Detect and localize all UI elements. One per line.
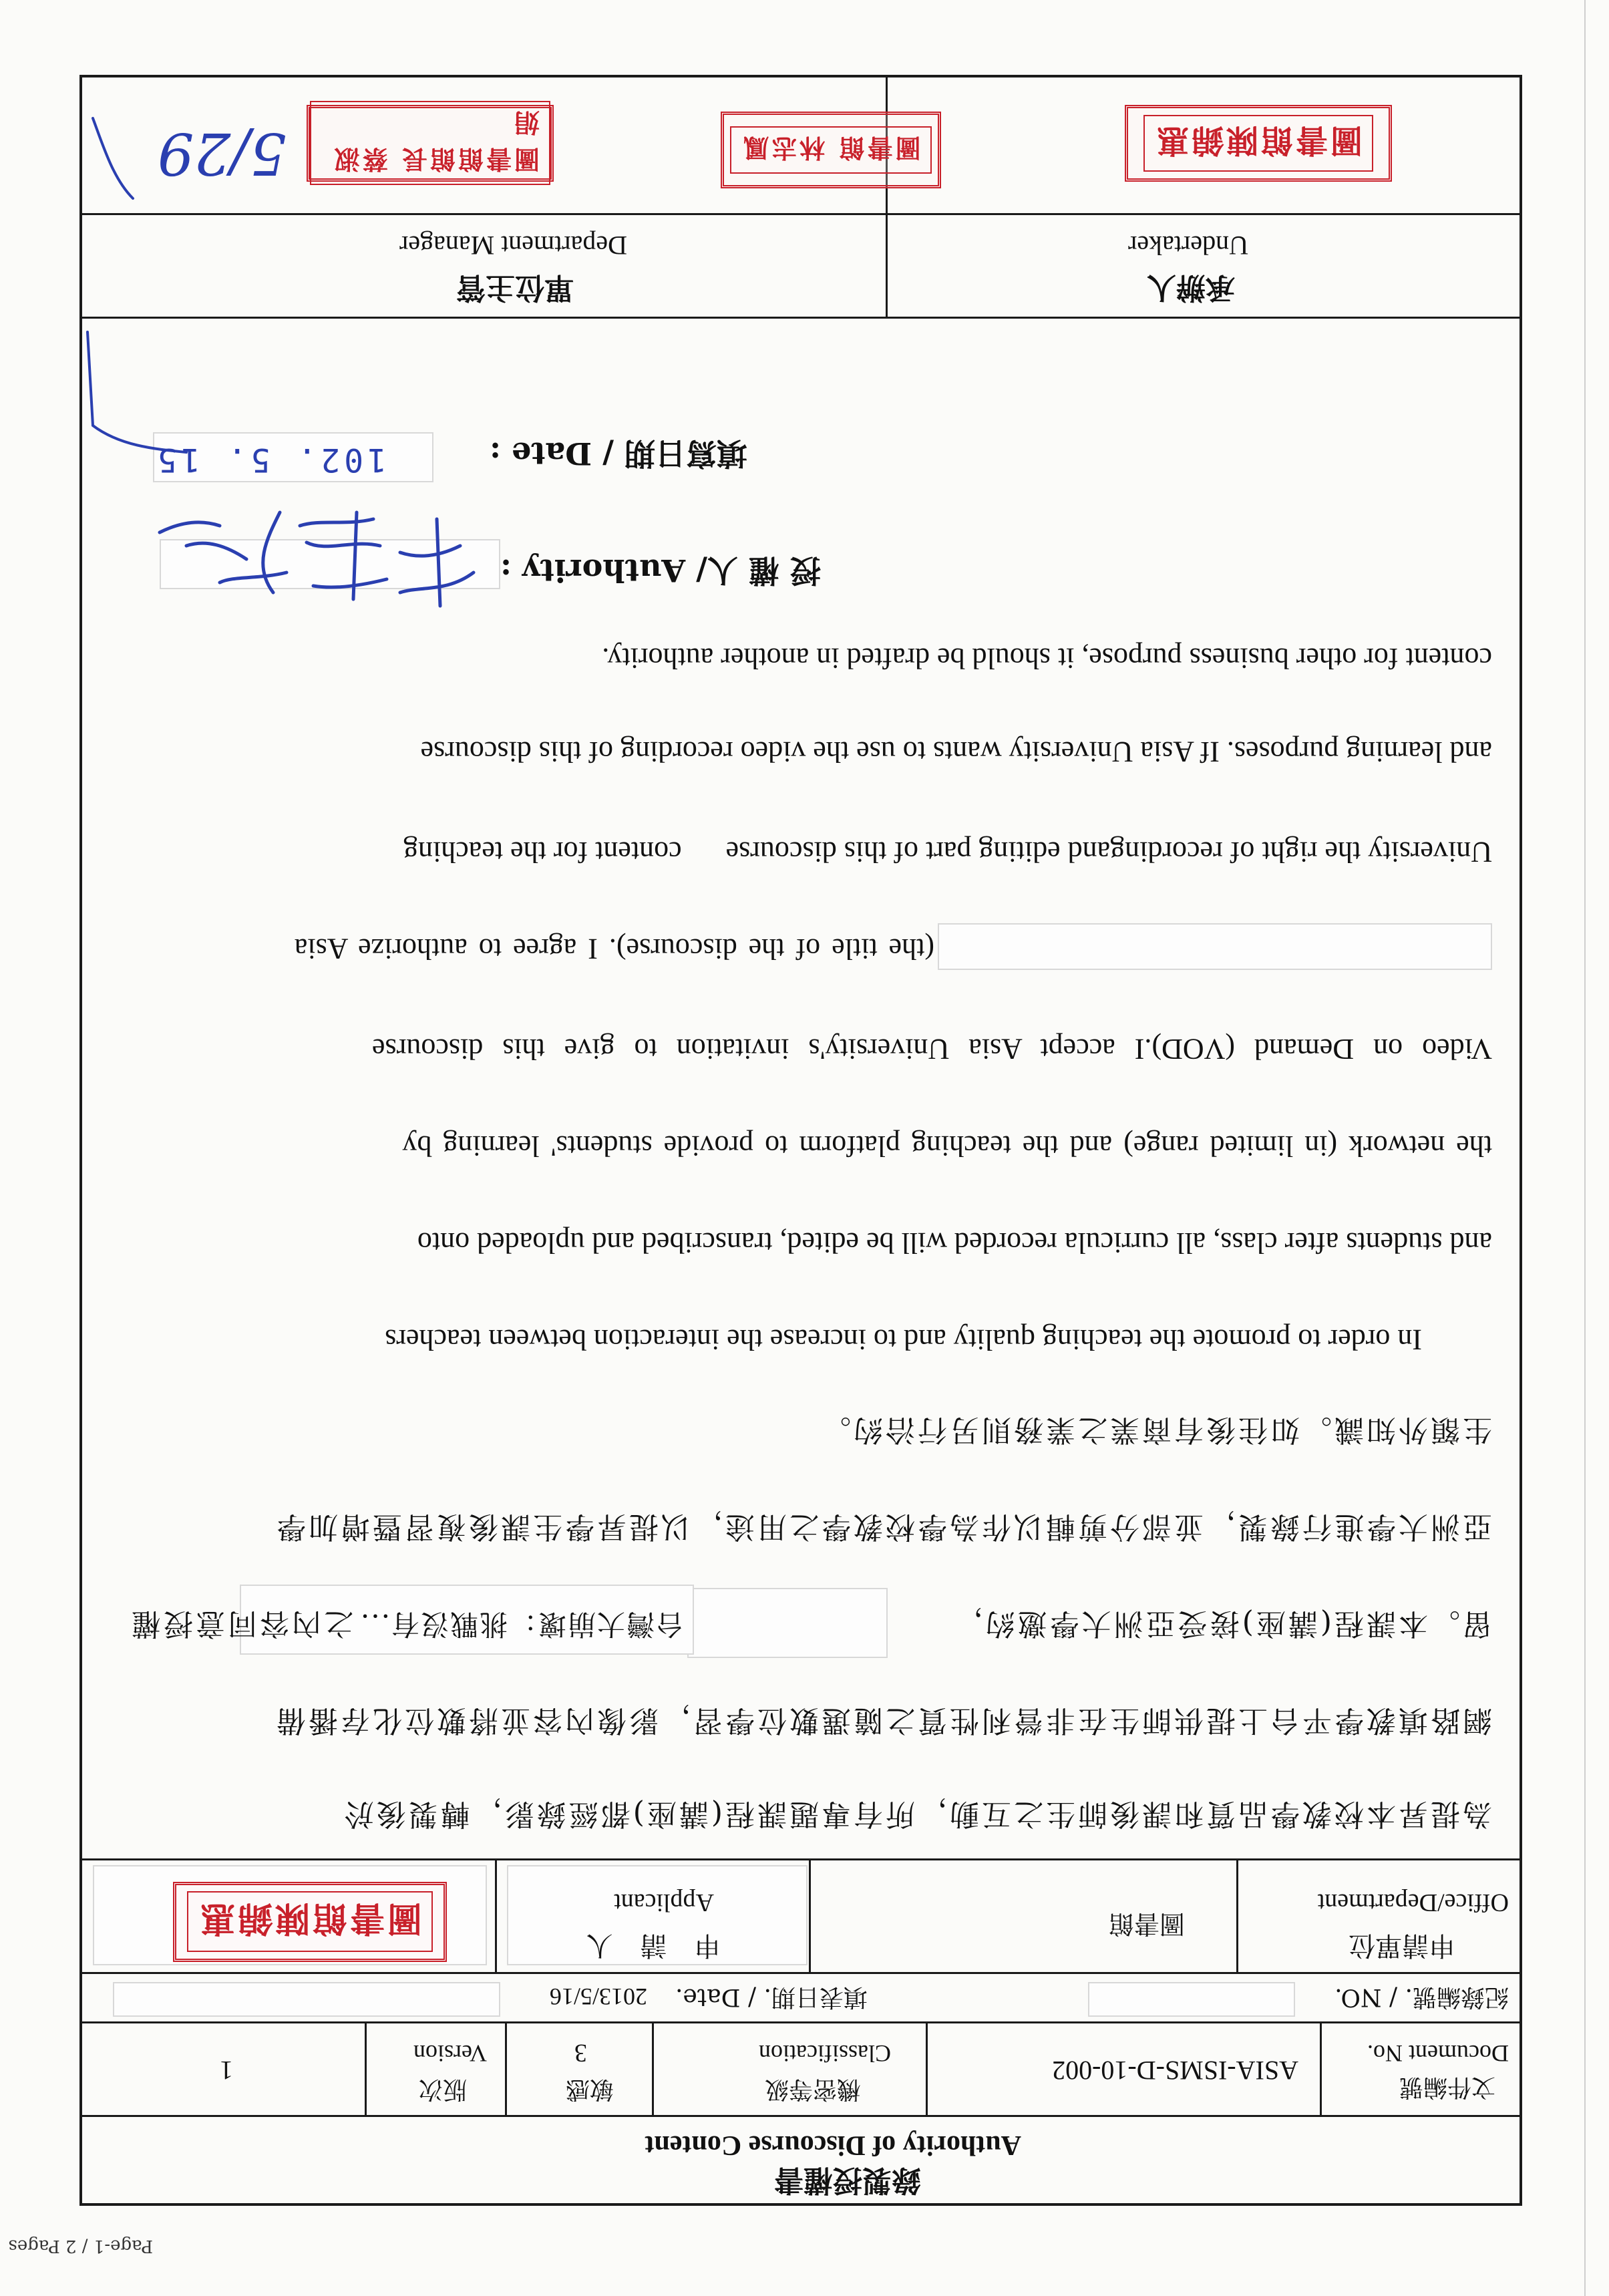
en-line-2: and students after class, all curricula recorded will be edited, transcribed and uploaded onto (417, 1226, 1492, 1259)
doc-no-label-en: Document No. (1367, 2040, 1509, 2067)
authority-label: 授 權 人/ Authority : (500, 552, 821, 589)
title-en: Authority of Discourse Content (645, 2130, 1021, 2160)
applicant-label-zh: 申 請 人 (576, 1930, 721, 1961)
pen-stroke-mark (86, 112, 140, 205)
class-value-zh: 敏感 (565, 2076, 614, 2103)
en-line-6: University the right of recordingand editing part of this discourse content for the teaching (403, 836, 1492, 868)
zh-line-2: 網路填教學平台上提供師生在非營利性質之隨選數位學習，影像內容並將數位化存播備 (274, 1703, 1492, 1738)
en-line-1: In order to promote the teaching quality and to increase the interaction between teachers (385, 1323, 1422, 1356)
doc-no-value: ASIA-ISMS-D-10-002 (1052, 2056, 1298, 2086)
office-label-en: Office/Department (1317, 1889, 1509, 1917)
zh-line-5: 生額外知識。如往後有商業之業務則另行洽約。 (819, 1413, 1492, 1447)
undertaker-label-en: Undertaker (1128, 230, 1248, 261)
fill-date-label: 填表日期. / Date. (675, 1983, 868, 2011)
undertaker-seal-text: 圖書館陳錦惠 (1143, 115, 1373, 172)
doc-no-label-zh: 文件編號 (1399, 2074, 1495, 2101)
en-line-5: (the title of the discourse). I agree to authorize Asia (294, 933, 934, 965)
en-line-7: and learning purposes. If Asia University wants to use the video recording of this discourse (420, 735, 1492, 768)
zh-line-3a: 留。本課程(講座)接受亞洲大學邀約， (950, 1607, 1492, 1641)
en-line-8: content for other business purpose, it should be drafted in another authority. (602, 642, 1492, 675)
class-label-en: Classification (759, 2040, 891, 2067)
version-label-zh: 版次 (418, 2076, 467, 2103)
office-label-zh: 申請單位 (1349, 1930, 1455, 1961)
zh-title-box: 台灣大崩壞：挑戰沒有... (359, 1608, 684, 1641)
manager-label-en: Department Manager (399, 230, 627, 261)
authority-date-value: 102. 5. 15 (154, 441, 387, 478)
zh-line-1: 為提昇本校教學品質和課後師生之互動，所有專題課程(講座)都經錄影，轉製後於 (341, 1797, 1492, 1831)
manager-seal-text: 圖書館館長 蔡淑娟 (310, 102, 550, 186)
middle-seal (721, 112, 941, 188)
class-label-zh: 機密等級 (764, 2076, 861, 2103)
manager-seal (307, 105, 554, 182)
applicant-seal-text: 圖書館陳錦惠 (187, 1892, 433, 1953)
en-line-4: Video on Demand (VOD).I accept Asia University's invitation to give this discourse (372, 1033, 1492, 1065)
version-value: 1 (220, 2056, 233, 2086)
handwritten-approval-date: 5/29 (157, 120, 287, 186)
zh-line-4: 亞洲大學進行錄製，並部分剪輯以作為學校教學之用途，以提昇學生課後複習暨增加學 (274, 1510, 1492, 1544)
middle-seal-text: 圖書館 林志鳳 (730, 126, 931, 174)
fill-date-value: 2013/5/16 (549, 1983, 647, 2010)
authority-signature (140, 486, 487, 629)
class-value-num: 3 (574, 2039, 587, 2067)
page-number: Page-1 / 2 Pages (8, 2236, 153, 2256)
applicant-seal (173, 1882, 447, 1962)
en-line-3: the network (in limited range) and the teaching platform to provide students' learning by (402, 1130, 1492, 1162)
pen-check-mark (79, 325, 193, 466)
authority-signature-text: 胡忠信 (454, 617, 487, 629)
record-no-label: 紀錄編號. / NO. (1334, 1983, 1509, 2011)
authority-date-label: 填寫日期 / Date : (489, 436, 747, 472)
title-zh: 錄製授權書 (774, 2163, 921, 2197)
undertaker-seal (1125, 105, 1392, 182)
office-value: 圖書館 (1108, 1909, 1185, 1939)
applicant-label-en: Applicant (614, 1889, 714, 1917)
manager-label-zh: 單位主管 (456, 271, 574, 305)
scan-edge (1584, 0, 1586, 2296)
undertaker-label-zh: 承辦人 (1147, 271, 1235, 305)
version-label-en: Version (413, 2040, 487, 2067)
zh-line-3b: 之內容同意授權 (129, 1607, 353, 1641)
